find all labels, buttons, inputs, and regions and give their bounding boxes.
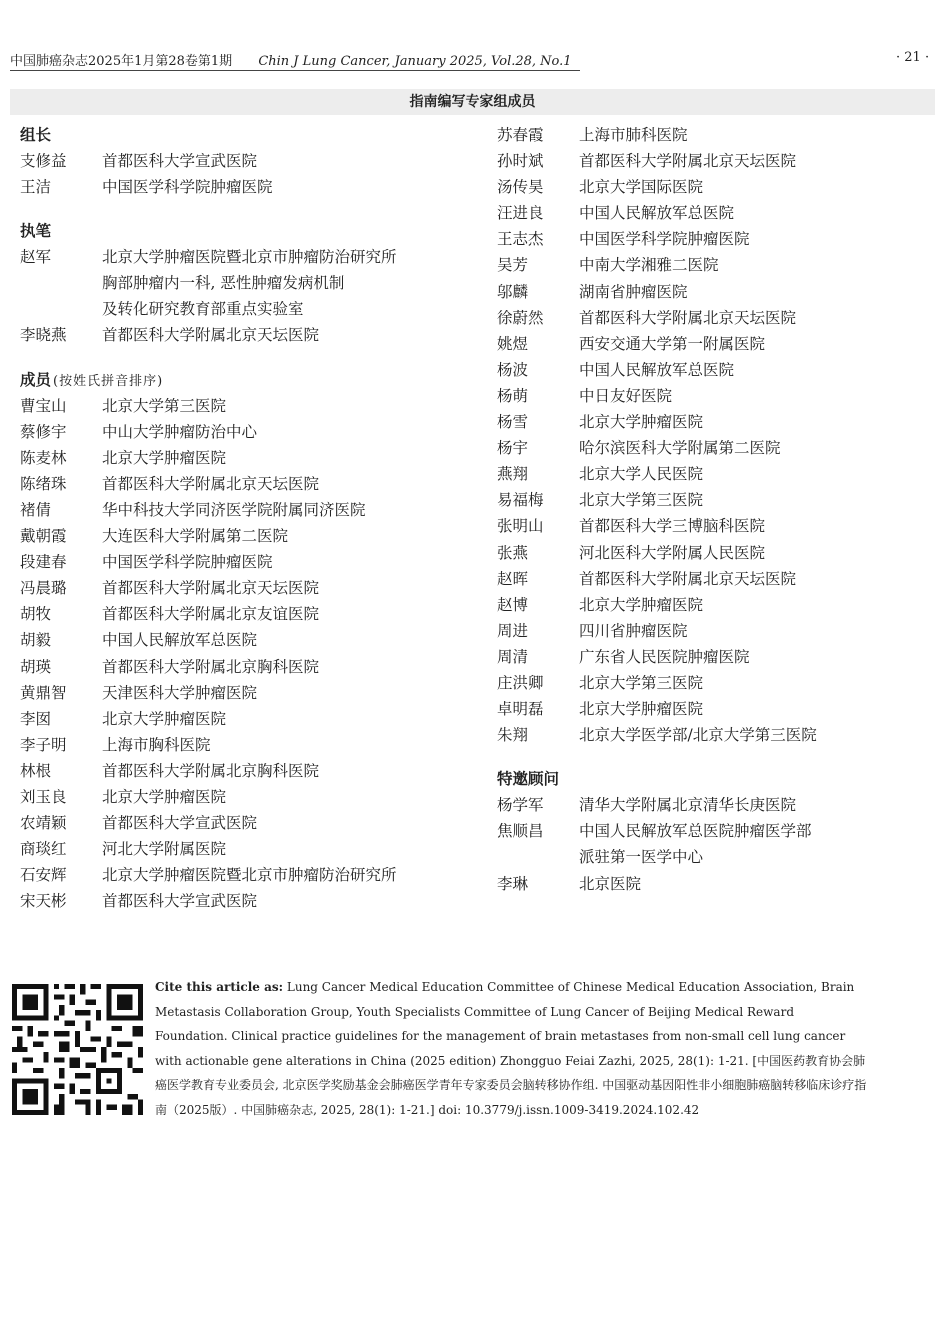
list-item bbox=[20, 732, 480, 758]
member-name: 李囡 bbox=[20, 709, 52, 728]
member-affiliation: 四川省肿瘤医院 bbox=[579, 621, 688, 640]
list-item bbox=[497, 383, 937, 409]
member-affiliation: 中国人民解放军总医院 bbox=[102, 631, 258, 650]
list-item bbox=[497, 513, 937, 539]
member-name: 周进 bbox=[497, 621, 529, 640]
list-item bbox=[20, 654, 480, 680]
list-item bbox=[497, 618, 937, 644]
member-name: 曹宝山 bbox=[20, 396, 67, 415]
member-affiliation: 北京大学人民医院 bbox=[579, 465, 704, 484]
list-item bbox=[497, 722, 937, 748]
member-name: 周清 bbox=[497, 647, 529, 666]
member-affiliation: 上海市肺科医院 bbox=[579, 126, 688, 144]
list-item bbox=[20, 862, 480, 888]
member-name: 石安辉 bbox=[20, 866, 67, 885]
member-affiliation: 首都医科大学三博脑科医院 bbox=[579, 517, 766, 536]
page-number: · 21 · bbox=[896, 50, 930, 65]
member-affiliation: 首都医科大学附属北京天坛医院 bbox=[102, 474, 320, 493]
members-list-right bbox=[497, 122, 937, 748]
list-item bbox=[20, 174, 480, 200]
member-name: 汪进良 bbox=[497, 204, 544, 223]
list-item bbox=[20, 810, 480, 836]
list-item bbox=[497, 148, 937, 174]
member-name: 商琰红 bbox=[20, 840, 67, 859]
list-item bbox=[20, 784, 480, 810]
header-rule bbox=[10, 70, 580, 71]
member-affiliation: 首都医科大学附属北京天坛医院 bbox=[579, 308, 797, 327]
member-affiliation: 中国人民解放军总医院肿瘤医学部 派驻第一医学中心 bbox=[579, 822, 812, 867]
member-affiliation: 北京医院 bbox=[579, 874, 642, 893]
member-affiliation: 首都医科大学附属北京胸科医院 bbox=[102, 761, 320, 780]
list-item bbox=[20, 888, 480, 914]
list-item bbox=[497, 792, 937, 818]
citation-text: Lung Cancer Medical Education Committee of Chinese Medical Education Association, Brain Metastasis Collaboration Group, Youth Specialists Committee of Lung Cancer of Beijing Medical Reward Foundation. Clinical practice guidelines for the management of brain metastases from non-small cell lung cancer with actionable gene alterations in China (2025 edition) Zhongguo Feiai Zazhi, 2025, 28(1): 1-21. [中国医药教育协会肺癌医学教育专业委员会, 北京医学奖励基金会肺癌医学青年专家委员会脑转移协作组. 中国驱动基因阳性非小细胞肺癌脑转移临床诊疗指南（2025版）. 中国肺癌杂志, 2025, 28(1): 1-21.] doi: 10.3779/j.issn.1009-3419.2024.102.42 bbox=[155, 980, 867, 1117]
group-title-members bbox=[20, 367, 480, 393]
member-name: 戴朝霞 bbox=[20, 527, 67, 546]
member-name: 庄洪卿 bbox=[497, 673, 544, 692]
list-item bbox=[497, 644, 937, 670]
member-affiliation: 哈尔滨医科大学附属第二医院 bbox=[579, 439, 781, 458]
members-title: 成员 bbox=[20, 370, 52, 389]
writers-list bbox=[20, 244, 480, 348]
member-name: 杨学军 bbox=[497, 796, 544, 815]
member-name: 赵晖 bbox=[497, 569, 529, 588]
running-header bbox=[10, 50, 572, 69]
member-name: 赵博 bbox=[497, 595, 529, 614]
journal-name-cn: 中国肺癌杂志2025年1月第28卷第1期 bbox=[10, 54, 233, 69]
member-name: 李琳 bbox=[497, 874, 529, 893]
group-title-leaders: 组长 bbox=[20, 126, 52, 144]
member-name: 李子明 bbox=[20, 735, 67, 754]
member-affiliation: 湖南省肿瘤医院 bbox=[579, 282, 688, 301]
member-name: 李晓燕 bbox=[20, 326, 67, 345]
list-item bbox=[20, 471, 480, 497]
group-title-writers: 执笔 bbox=[20, 222, 52, 241]
list-item bbox=[20, 322, 480, 348]
member-affiliation: 北京大学肿瘤医院 bbox=[579, 700, 704, 719]
member-name: 王洁 bbox=[20, 178, 52, 197]
member-name: 赵军 bbox=[20, 248, 52, 267]
member-name: 陈麦林 bbox=[20, 448, 67, 467]
member-name: 段建春 bbox=[20, 553, 67, 572]
list-item bbox=[20, 627, 480, 653]
member-name: 邬麟 bbox=[497, 282, 529, 301]
member-affiliation: 河北医科大学附属人民医院 bbox=[579, 543, 766, 562]
member-name: 易福梅 bbox=[497, 491, 544, 510]
member-affiliation: 中南大学湘雅二医院 bbox=[579, 256, 719, 275]
member-name: 燕翔 bbox=[497, 465, 529, 484]
member-affiliation: 首都医科大学宣武医院 bbox=[102, 152, 258, 170]
member-affiliation: 广东省人民医院肿瘤医院 bbox=[579, 647, 750, 666]
member-affiliation: 首都医科大学附属北京天坛医院 bbox=[102, 579, 320, 598]
list-item bbox=[497, 818, 937, 870]
member-name: 孙时斌 bbox=[497, 152, 544, 171]
member-name: 王志杰 bbox=[497, 230, 544, 249]
member-affiliation: 中日友好医院 bbox=[579, 386, 673, 405]
list-item bbox=[20, 393, 480, 419]
list-item bbox=[20, 549, 480, 575]
list-item bbox=[497, 279, 937, 305]
list-item bbox=[20, 445, 480, 471]
member-affiliation: 北京大学国际医院 bbox=[579, 178, 704, 197]
member-affiliation: 北京大学肿瘤医院 bbox=[102, 709, 227, 728]
list-item bbox=[20, 758, 480, 784]
journal-name-en: Chin J Lung Cancer, January 2025, Vol.28, No.1 bbox=[258, 54, 572, 69]
member-name: 林根 bbox=[20, 761, 52, 780]
member-affiliation: 北京大学医学部/北京大学第三医院 bbox=[579, 726, 817, 745]
member-name: 徐蔚然 bbox=[497, 308, 544, 327]
member-name: 杨波 bbox=[497, 360, 529, 379]
member-name: 张明山 bbox=[497, 517, 544, 536]
member-affiliation: 北京大学肿瘤医院 bbox=[579, 413, 704, 432]
list-item bbox=[497, 305, 937, 331]
list-item bbox=[497, 461, 937, 487]
group-title-advisors: 特邀顾问 bbox=[497, 770, 560, 789]
member-affiliation: 北京大学第三医院 bbox=[579, 491, 704, 510]
member-affiliation: 中国医学科学院肿瘤医院 bbox=[102, 553, 273, 572]
list-item bbox=[20, 575, 480, 601]
member-affiliation: 北京大学肿瘤医院 bbox=[579, 595, 704, 614]
member-affiliation: 中国人民解放军总医院 bbox=[579, 204, 735, 223]
member-name: 汤传昊 bbox=[497, 178, 544, 197]
advisors-list bbox=[497, 792, 937, 896]
member-affiliation: 中国医学科学院肿瘤医院 bbox=[579, 230, 750, 249]
list-item bbox=[497, 252, 937, 278]
list-item bbox=[497, 174, 937, 200]
list-item bbox=[497, 357, 937, 383]
list-item bbox=[20, 836, 480, 862]
member-affiliation: 首都医科大学附属北京天坛医院 bbox=[579, 152, 797, 171]
list-item bbox=[497, 670, 937, 696]
member-name: 杨宇 bbox=[497, 439, 529, 458]
member-name: 张燕 bbox=[497, 543, 529, 562]
list-item bbox=[497, 122, 937, 148]
right-column bbox=[497, 122, 937, 897]
member-affiliation: 上海市胸科医院 bbox=[102, 735, 211, 754]
citation-block bbox=[155, 975, 867, 1122]
member-name: 陈绪珠 bbox=[20, 474, 67, 493]
list-item bbox=[497, 566, 937, 592]
list-item bbox=[497, 226, 937, 252]
member-name: 吴芳 bbox=[497, 256, 529, 275]
member-name: 胡瑛 bbox=[20, 657, 52, 676]
member-name: 姚煜 bbox=[497, 334, 529, 353]
list-item bbox=[20, 680, 480, 706]
member-affiliation: 清华大学附属北京清华长庚医院 bbox=[579, 796, 797, 815]
member-name: 杨萌 bbox=[497, 386, 529, 405]
list-item bbox=[497, 435, 937, 461]
list-item bbox=[20, 244, 480, 322]
member-name: 宋天彬 bbox=[20, 892, 67, 911]
list-item bbox=[497, 871, 937, 897]
list-item bbox=[20, 419, 480, 445]
leaders-list bbox=[20, 148, 480, 200]
member-affiliation: 天津医科大学肿瘤医院 bbox=[102, 683, 258, 702]
list-item bbox=[20, 497, 480, 523]
list-item bbox=[497, 331, 937, 357]
member-affiliation: 首都医科大学附属北京胸科医院 bbox=[102, 657, 320, 676]
list-item bbox=[20, 706, 480, 732]
list-item bbox=[497, 200, 937, 226]
member-affiliation: 华中科技大学同济医学院附属同济医院 bbox=[102, 500, 366, 519]
member-affiliation: 河北大学附属医院 bbox=[102, 840, 227, 859]
member-affiliation: 首都医科大学附属北京天坛医院 bbox=[579, 569, 797, 588]
member-affiliation: 首都医科大学附属北京友谊医院 bbox=[102, 605, 320, 624]
citation-label: Cite this article as: bbox=[155, 980, 284, 994]
list-item bbox=[497, 540, 937, 566]
member-name: 蔡修宇 bbox=[20, 422, 67, 441]
member-name: 苏春霞 bbox=[497, 126, 544, 144]
qr-code bbox=[12, 984, 143, 1115]
members-note: (按姓氏拼音排序) bbox=[53, 373, 164, 389]
member-affiliation: 北京大学肿瘤医院暨北京市肿瘤防治研究所 bbox=[102, 866, 397, 885]
member-name: 支修益 bbox=[20, 152, 67, 170]
member-name: 刘玉良 bbox=[20, 787, 67, 806]
members-list-left bbox=[20, 393, 480, 915]
section-title: 指南编写专家组成员 bbox=[10, 89, 935, 115]
member-name: 农靖颖 bbox=[20, 814, 67, 833]
member-name: 黄鼎智 bbox=[20, 683, 67, 702]
member-affiliation: 中国医学科学院肿瘤医院 bbox=[102, 178, 273, 197]
left-column bbox=[20, 122, 480, 914]
spacer bbox=[20, 349, 480, 367]
member-name: 杨雪 bbox=[497, 413, 529, 432]
spacer bbox=[497, 748, 937, 766]
member-affiliation: 北京大学肿瘤医院 bbox=[102, 787, 227, 806]
member-name: 卓明磊 bbox=[497, 700, 544, 719]
member-affiliation: 首都医科大学宣武医院 bbox=[102, 892, 258, 911]
member-affiliation: 中国人民解放军总医院 bbox=[579, 360, 735, 379]
member-affiliation: 北京大学肿瘤医院 bbox=[102, 448, 227, 467]
member-affiliation: 北京大学第三医院 bbox=[579, 673, 704, 692]
member-affiliation: 北京大学肿瘤医院暨北京市肿瘤防治研究所 胸部肿瘤内一科, 恶性肿瘤发病机制 及转化研究教育部重点实验室 bbox=[102, 248, 397, 319]
member-name: 朱翔 bbox=[497, 726, 529, 745]
member-affiliation: 大连医科大学附属第二医院 bbox=[102, 527, 289, 546]
list-item bbox=[497, 487, 937, 513]
list-item bbox=[497, 592, 937, 618]
member-name: 胡毅 bbox=[20, 631, 52, 650]
member-affiliation: 中山大学肿瘤防治中心 bbox=[102, 422, 258, 441]
member-affiliation: 北京大学第三医院 bbox=[102, 396, 227, 415]
member-name: 褚倩 bbox=[20, 500, 52, 519]
member-affiliation: 首都医科大学宣武医院 bbox=[102, 814, 258, 833]
list-item bbox=[497, 696, 937, 722]
spacer bbox=[20, 200, 480, 218]
member-name: 冯晨璐 bbox=[20, 579, 67, 598]
list-item bbox=[20, 148, 480, 174]
member-name: 焦顺昌 bbox=[497, 822, 544, 841]
member-affiliation: 首都医科大学附属北京天坛医院 bbox=[102, 326, 320, 345]
list-item bbox=[20, 523, 480, 549]
member-name: 胡牧 bbox=[20, 605, 52, 624]
list-item bbox=[497, 409, 937, 435]
list-item bbox=[20, 601, 480, 627]
member-affiliation: 西安交通大学第一附属医院 bbox=[579, 334, 766, 353]
